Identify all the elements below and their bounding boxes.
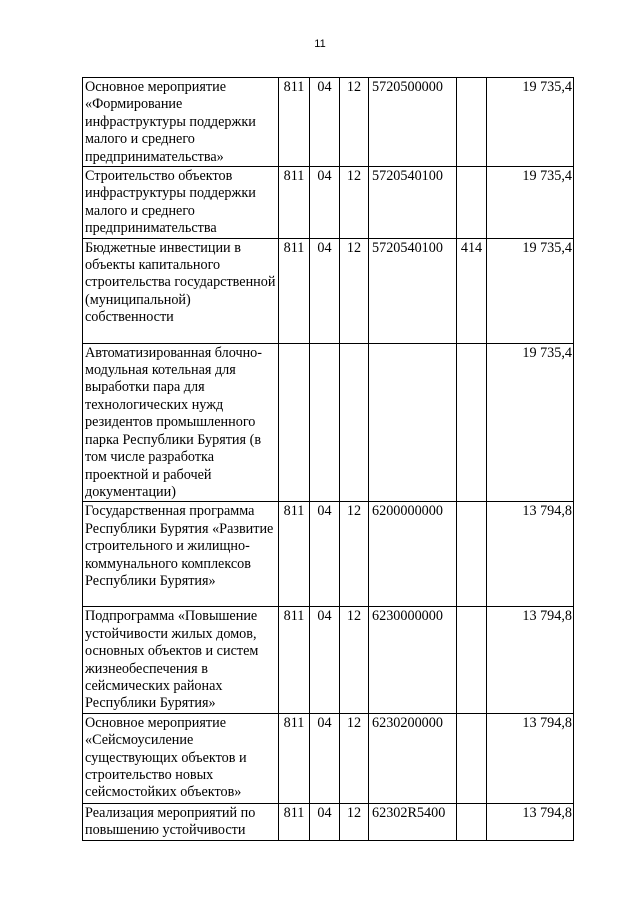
page-number: 11 [314,38,326,50]
section-cell: 04 [310,502,340,607]
grbs-cell: 811 [279,607,310,713]
grbs-cell [279,343,310,502]
expense-type-cell [457,167,487,239]
target-article-cell: 62302R5400 [369,803,457,840]
table-row [83,238,574,343]
subsection-cell: 12 [340,78,369,167]
subsection-cell: 12 [340,502,369,607]
row-name-cell: Бюджетные инвестиции в объекты капитального строительства государственной (муниципальной) собственности [83,238,279,343]
expense-type-cell [457,607,487,713]
expense-type-cell [457,713,487,803]
expense-type-cell [457,343,487,502]
table-row [83,167,574,239]
row-name-cell: Государственная программа Республики Бурятия «Развитие строительного и жилищно-коммунального комплексов Республики Бурятия» [83,502,279,607]
subsection-cell: 12 [340,803,369,840]
row-name-cell: Подпрограмма «Повышение устойчивости жилых домов, основных объектов и систем жизнеобеспечения в сейсмических районах Республики Бурятия» [83,607,279,713]
amount-cell: 13 794,8 [487,502,574,607]
grbs-cell: 811 [279,167,310,239]
section-cell: 04 [310,167,340,239]
amount-cell: 19 735,4 [487,343,574,502]
expense-type-cell: 414 [457,238,487,343]
section-cell: 04 [310,238,340,343]
row-name-cell: Автоматизированная блочно-модульная котельная для выработки пара для технологических нужд резидентов промышленного парка Республики Бурятия (в том числе разработка проектной и рабочей документации) [83,343,279,502]
section-cell [310,343,340,502]
section-cell: 04 [310,803,340,840]
target-article-cell [369,343,457,502]
table-row [83,607,574,713]
amount-cell: 13 794,8 [487,713,574,803]
row-name-cell: Строительство объектов инфраструктуры поддержки малого и среднего предпринимательства [83,167,279,239]
table-row [83,502,574,607]
target-article-cell: 6230000000 [369,607,457,713]
subsection-cell: 12 [340,238,369,343]
table-row [83,713,574,803]
row-name-cell: Основное мероприятие «Сейсмоусиление существующих объектов и строительство новых сейсмостойких объектов» [83,713,279,803]
section-cell: 04 [310,713,340,803]
subsection-cell: 12 [340,167,369,239]
grbs-cell: 811 [279,803,310,840]
section-cell: 04 [310,607,340,713]
grbs-cell: 811 [279,502,310,607]
table-row [83,343,574,502]
grbs-cell: 811 [279,78,310,167]
grbs-cell: 811 [279,238,310,343]
amount-cell: 19 735,4 [487,238,574,343]
target-article-cell: 5720500000 [369,78,457,167]
amount-cell: 13 794,8 [487,803,574,840]
target-article-cell: 5720540100 [369,238,457,343]
grbs-cell: 811 [279,713,310,803]
subsection-cell: 12 [340,713,369,803]
table-row [83,803,574,840]
subsection-cell [340,343,369,502]
expense-type-cell [457,502,487,607]
expense-type-cell [457,803,487,840]
amount-cell: 19 735,4 [487,78,574,167]
table-row [83,78,574,167]
subsection-cell: 12 [340,607,369,713]
row-name-cell: Основное мероприятие «Формирование инфраструктуры поддержки малого и среднего предпринимательства» [83,78,279,167]
target-article-cell: 6200000000 [369,502,457,607]
target-article-cell: 6230200000 [369,713,457,803]
amount-cell: 19 735,4 [487,167,574,239]
budget-table [82,77,574,841]
section-cell: 04 [310,78,340,167]
target-article-cell: 5720540100 [369,167,457,239]
expense-type-cell [457,78,487,167]
amount-cell: 13 794,8 [487,607,574,713]
row-name-cell: Реализация мероприятий по повышению устойчивости [83,803,279,840]
